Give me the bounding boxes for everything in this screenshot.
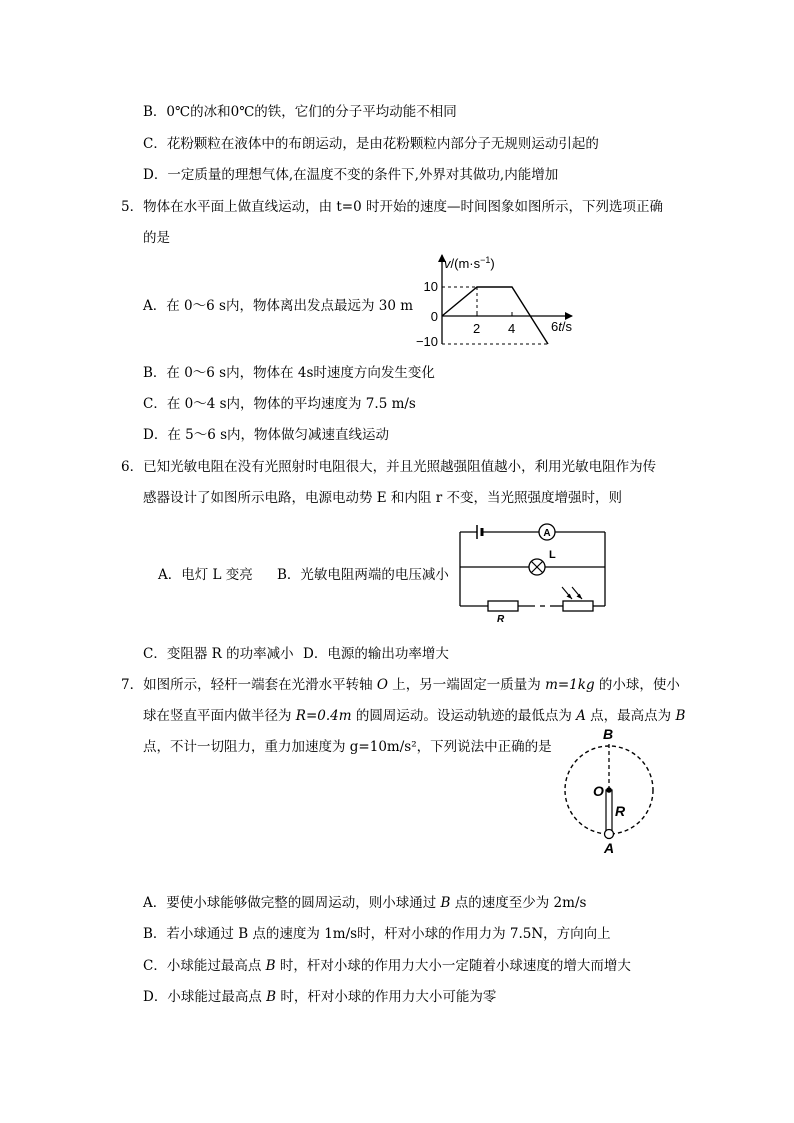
velocity-time-graph xyxy=(412,252,602,357)
v-tick-0: 0 xyxy=(430,309,438,324)
q4-option-b: B．0℃的冰和0℃的铁，它们的分子平均动能不相同 xyxy=(143,104,457,120)
light-rod xyxy=(606,790,612,832)
q7-stem-line2: 球在竖直平面内做半径为 R=0.4m 的圆周运动。设运动轨迹的最低点为 A 点，最高点为 B xyxy=(143,708,686,724)
variable-resistor xyxy=(488,601,518,611)
resistor-label: R xyxy=(497,614,505,625)
q6-option-b: B．光敏电阻两端的电压减小 xyxy=(277,567,449,583)
pivot-o xyxy=(606,787,612,793)
t-tick-2-label: 2 xyxy=(473,321,481,336)
q7-stem-line3: 点，不计一切阻力，重力加速度为 g=10m/s²，下列说法中正确的是 xyxy=(143,739,552,755)
q4-option-d: D．一定质量的理想气体,在温度不变的条件下,外界对其做功,内能增加 xyxy=(143,167,559,183)
t-axis-label: 6t/s xyxy=(551,319,572,334)
label-b: B xyxy=(603,726,614,742)
q6-stem-line1: 6．已知光敏电阻在没有光照射时电阻很大，并且光照越强阻值越小，利用光敏电阻作为传 xyxy=(121,459,657,475)
q6-option-c: C．变阻器 R 的功率减小 xyxy=(143,646,294,662)
q5-stem-line2: 的是 xyxy=(143,230,170,246)
t-tick-4-label: 4 xyxy=(508,321,516,336)
q7-option-b: B．若小球通过 B 点的速度为 1m/s时，杆对小球的作用力为 7.5N，方向向上 xyxy=(143,926,611,942)
q5-stem-line1: 5．物体在水平面上做直线运动，由 t=0 时开始的速度—时间图象如图所示，下列选项正确 xyxy=(121,199,663,215)
circuit-diagram xyxy=(455,520,610,630)
q6-stem-line2: 感器设计了如图所示电路，电源电动势 E 和内阻 r 不变，当光照强度增强时，则 xyxy=(143,490,622,506)
v-axis-label: $v/(m\cdot s^{-1})$ xyxy=(444,255,495,271)
q5-option-c: C．在 0～4 s内，物体的平均速度为 7.5 m/s xyxy=(143,396,416,412)
photoresistor xyxy=(563,601,593,611)
lamp-label: L xyxy=(549,549,556,561)
q6-option-d: D．电源的输出功率增大 xyxy=(303,646,449,662)
v-tick-neg10: −10 xyxy=(415,334,438,349)
v-tick-10: 10 xyxy=(423,279,438,294)
q6-option-a: A．电灯 L 变亮 xyxy=(158,567,253,583)
q5-option-a: A．在 0～6 s内，物体离出发点最远为 30 m xyxy=(143,298,413,314)
label-r: R xyxy=(615,803,626,819)
circular-motion-figure xyxy=(560,722,660,857)
q7-option-c: C．小球能过最高点 B 时，杆对小球的作用力大小一定随着小球速度的增大而增大 xyxy=(143,958,631,974)
q7-stem-line1: 7．如图所示，轻杆一端套在光滑水平转轴 O 上，另一端固定一质量为 m=1kg 的小球，使小 xyxy=(121,677,680,693)
label-a: A xyxy=(604,840,615,856)
ammeter-label: A xyxy=(543,528,551,539)
q4-option-c: C．花粉颗粒在液体中的布朗运动，是由花粉颗粒内部分子无规则运动引起的 xyxy=(143,136,599,152)
q5-option-b: B．在 0～6 s内，物体在 4s时速度方向发生变化 xyxy=(143,365,435,381)
q7-option-a: A．要使小球能够做完整的圆周运动，则小球通过 B 点的速度至少为 2m/s xyxy=(143,895,587,911)
q5-option-d: D．在 5～6 s内，物体做匀减速直线运动 xyxy=(143,427,390,443)
ball-a xyxy=(605,830,614,839)
q7-option-d: D．小球能过最高点 B 时，杆对小球的作用力大小可能为零 xyxy=(143,989,497,1005)
label-o: O xyxy=(593,783,604,799)
